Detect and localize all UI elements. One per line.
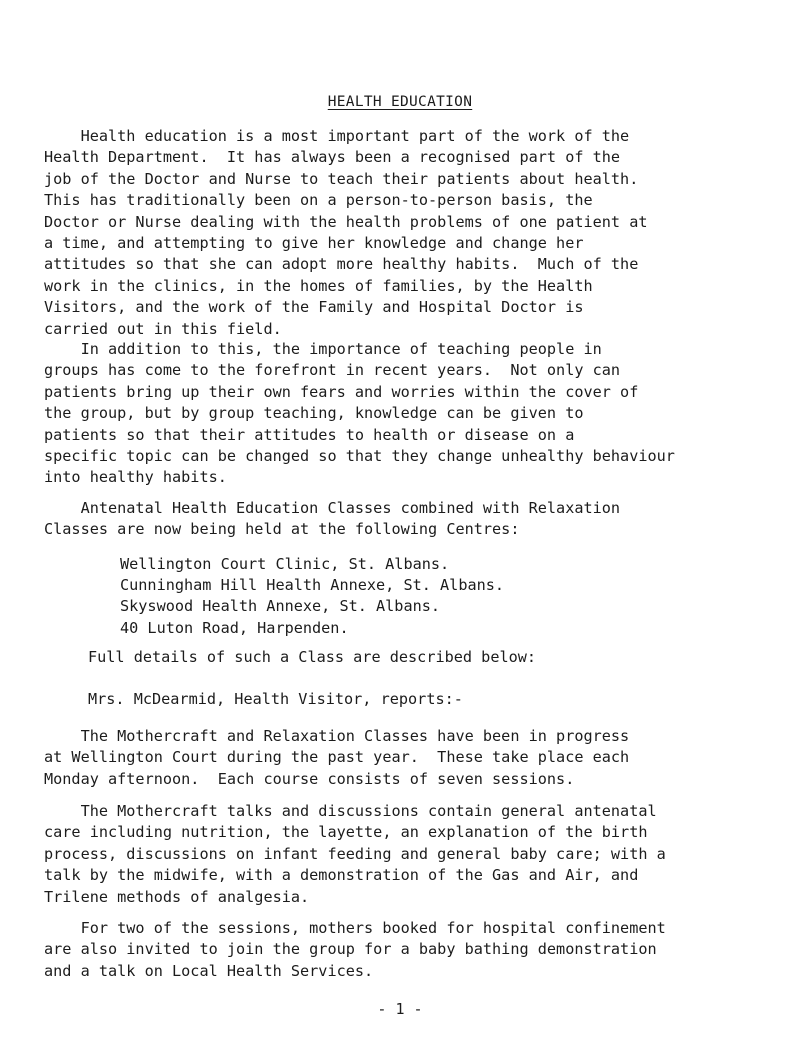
text-line: Trilene methods of analgesia. [44, 887, 310, 906]
text-line: For two of the sessions, mothers booked for hospital confinement [44, 919, 666, 937]
text-line: patients so that their attitudes to health or disease on a [44, 425, 575, 444]
list-item: 40 Luton Road, Harpenden. [120, 618, 349, 637]
list-item: Wellington Court Clinic, St. Albans. [120, 555, 450, 573]
text-line: Doctor or Nurse dealing with the health problems of one patient at [44, 212, 648, 231]
page-number: - 1 - [377, 1000, 423, 1018]
page-title [0, 94, 800, 110]
text-line: groups has come to the forefront in recent years. Not only can [44, 361, 621, 380]
paragraph-report-intro [88, 689, 788, 710]
text-line: specific topic can be changed so that they change unhealthy behaviour [44, 446, 675, 465]
text-line: into healthy habits. [44, 468, 227, 487]
text-line: The Mothercraft talks and discussions contain general antenatal [44, 802, 657, 820]
text-line: work in the clinics, in the homes of families, by the Health [44, 276, 593, 295]
text-line: In addition to this, the importance of teaching people in [44, 340, 602, 358]
text-line: Health Department. It has always been a recognised part of the [44, 148, 621, 167]
paragraph-group-teaching [44, 339, 784, 489]
text-line: at Wellington Court during the past year. These take place each [44, 748, 630, 767]
text-line: Full details of such a Class are described below: [88, 648, 537, 666]
text-line: This has traditionally been on a person-to-person basis, the [44, 191, 593, 210]
text-line: attitudes so that she can adopt more healthy habits. Much of the [44, 255, 639, 274]
paragraph-full-details [88, 647, 788, 668]
page-title-text: HEALTH EDUCATION [327, 94, 473, 110]
text-line: The Mothercraft and Relaxation Classes have been in progress [44, 727, 630, 745]
text-line: carried out in this field. [44, 319, 282, 338]
list-item: Cunningham Hill Health Annexe, St. Albans. [120, 576, 505, 595]
text-line: Antenatal Health Education Classes combined with Relaxation [44, 499, 621, 517]
paragraph-antenatal [44, 498, 784, 541]
paragraph-bathing-demo [44, 918, 784, 982]
text-line: care including nutrition, the layette, an explanation of the birth [44, 823, 648, 842]
centres-list [120, 554, 780, 639]
paragraph-intro [44, 126, 784, 340]
text-line: process, discussions on infant feeding and general baby care; with a [44, 844, 666, 863]
text-line: Health education is a most important part of the work of the [44, 127, 630, 145]
text-line: Mrs. McDearmid, Health Visitor, reports:- [88, 690, 463, 708]
paragraph-mothercraft-talks [44, 801, 784, 908]
text-line: a time, and attempting to give her knowledge and change her [44, 233, 584, 252]
text-line: are also invited to join the group for a baby bathing demonstration [44, 940, 657, 959]
text-line: Classes are now being held at the following Centres: [44, 520, 520, 539]
text-line: Visitors, and the work of the Family and Hospital Doctor is [44, 298, 584, 317]
text-line: job of the Doctor and Nurse to teach their patients about health. [44, 169, 639, 188]
list-item: Skyswood Health Annexe, St. Albans. [120, 597, 441, 616]
text-line: talk by the midwife, with a demonstration of the Gas and Air, and [44, 866, 639, 885]
text-line: patients bring up their own fears and worries within the cover of [44, 382, 639, 401]
text-line: the group, but by group teaching, knowledge can be given to [44, 404, 584, 423]
text-line: Monday afternoon. Each course consists of seven sessions. [44, 769, 575, 788]
text-line: and a talk on Local Health Services. [44, 961, 374, 980]
paragraph-mothercraft-classes [44, 726, 784, 790]
